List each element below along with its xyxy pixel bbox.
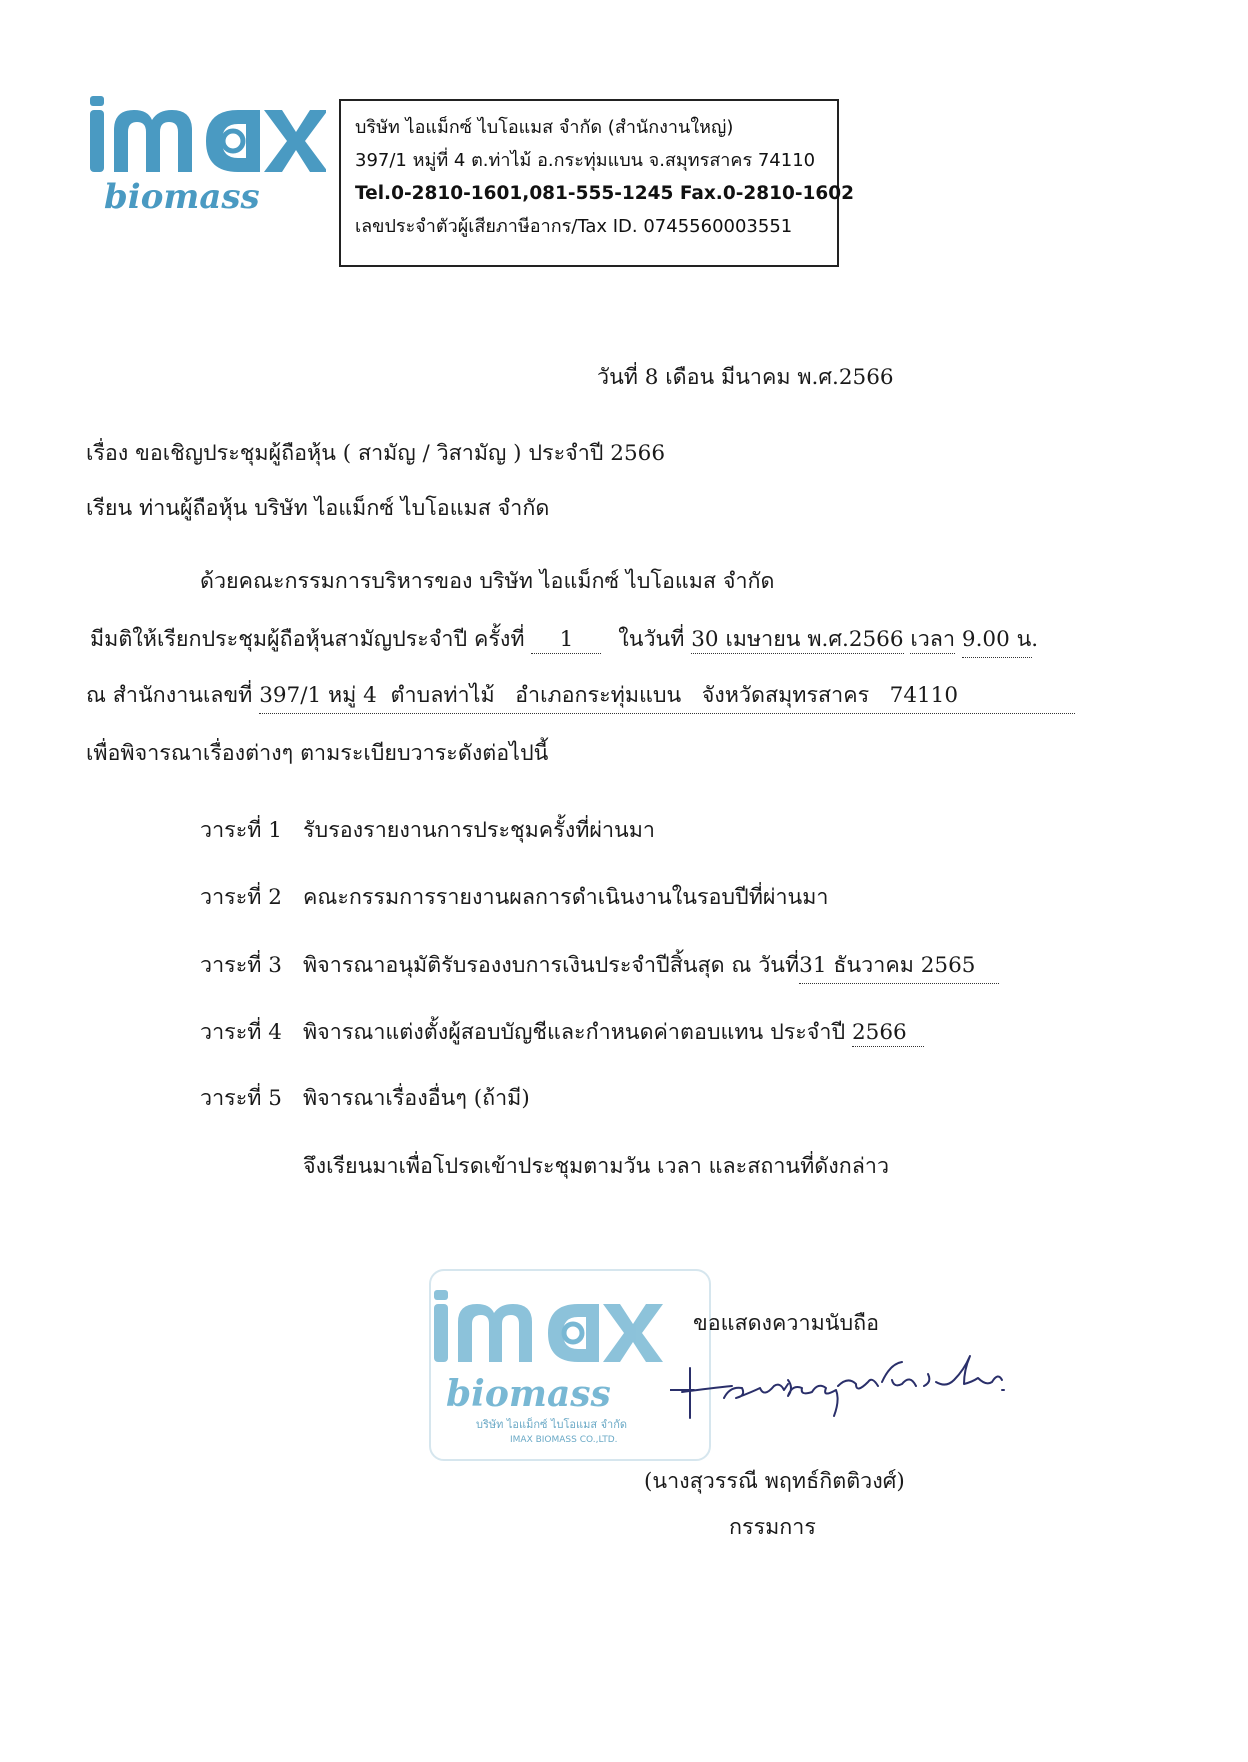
agenda-item-4: [303, 1015, 924, 1049]
letter-subject: เรื่อง ขอเชิญประชุมผู้ถือหุ้น ( สามัญ / วิสามัญ ) ประจำปี 2566: [86, 441, 665, 466]
stamp-company-th: บริษัท ไอแม็กซ์ ไบโอแมส จำกัด: [476, 1418, 627, 1431]
agenda-intro: เพื่อพิจารณาเรื่องต่างๆ ตามระเบียบวาระดังต่อไปนี้: [86, 741, 549, 766]
company-info-box: [339, 99, 855, 267]
meeting-date: 30 เมษายน พ.ศ.2566: [691, 627, 904, 652]
company-phone: Tel.0-2810-1601,081-555-1245 Fax.0-2810-1602: [355, 183, 855, 204]
signer-title: กรรมการ: [729, 1515, 816, 1540]
company-address: 397/1 หมู่ที่ 4 ต.ท่าไม้ อ.กระทุ่มแบน จ.สมุทรสาคร 74110: [355, 150, 816, 171]
agenda-text: พิจารณาเรื่องอื่นๆ (ถ้ามี): [303, 1086, 530, 1111]
meeting-number: 1: [531, 627, 601, 654]
agenda-fill: 2566: [852, 1020, 924, 1047]
company-tax-id: เลขประจำตัวผู้เสียภาษีอากร/Tax ID. 0745560003551: [355, 216, 793, 237]
agenda-item-3: [303, 948, 999, 984]
call-prefix: มีมติให้เรียกประชุมผู้ถือหุ้นสามัญประจำปี ครั้งที่: [90, 627, 525, 652]
meeting-time: 9.00 น.: [962, 622, 1032, 658]
signer-name: (นางสุวรรณี พฤทธ์กิตติวงศ์): [644, 1469, 905, 1494]
meeting-call-line: [90, 622, 1070, 658]
meeting-address: 397/1 หมู่ 4 ตำบลท่าไม้ อำเภอกระทุ่มแบน จังหวัดสมุทรสาคร 74110: [259, 678, 1075, 714]
agenda-number: วาระที่ 2: [200, 885, 282, 910]
agenda-number: วาระที่ 1: [200, 818, 282, 843]
letter-closing: จึงเรียนมาเพื่อโปรดเข้าประชุมตามวัน เวลา และสถานที่ดังกล่าว: [303, 1154, 890, 1179]
agenda-number: วาระที่ 5: [200, 1086, 282, 1111]
letter-date: วันที่ 8 เดือน มีนาคม พ.ศ.2566: [597, 365, 894, 390]
letter-opening: ด้วยคณะกรรมการบริหารของ บริษัท ไอแม็กซ์ ไบโอแมส จำกัด: [200, 569, 775, 594]
letter-regards: ขอแสดงความนับถือ: [693, 1311, 880, 1336]
stamp-company-en: IMAX BIOMASS CO.,LTD.: [510, 1435, 618, 1445]
place-prefix: ณ สำนักงานเลขที่: [86, 683, 253, 708]
signature: [670, 1346, 1050, 1426]
meeting-place-line: [86, 678, 1070, 714]
agenda-text: คณะกรรมการรายงานผลการดำเนินงานในรอบปีที่ผ่านมา: [303, 885, 829, 910]
agenda-text: พิจารณาอนุมัติรับรองงบการเงินประจำปีสิ้นสุด ณ วันที่: [303, 953, 800, 978]
agenda-number: วาระที่ 4: [200, 1020, 282, 1045]
logo-tagline: biomass: [104, 177, 260, 216]
call-time-label: เวลา: [910, 627, 956, 652]
agenda-text: พิจารณาแต่งตั้งผู้สอบบัญชีและกำหนดค่าตอบแทน ประจำปี: [303, 1020, 846, 1045]
company-name: บริษัท ไอแม็กซ์ ไบโอแมส จำกัด (สำนักงานใหญ่): [355, 117, 734, 138]
agenda-number: วาระที่ 3: [200, 953, 282, 978]
call-date-label: ในวันที่: [618, 627, 685, 652]
agenda-text: รับรองรายงานการประชุมครั้งที่ผ่านมา: [303, 818, 655, 843]
letter-recipient: เรียน ท่านผู้ถือหุ้น บริษัท ไอแม็กซ์ ไบโอแมส จำกัด: [86, 496, 550, 521]
agenda-fill: 31 ธันวาคม 2565: [799, 948, 999, 984]
company-logo: [86, 96, 326, 216]
stamp-tagline: biomass: [446, 1373, 611, 1415]
